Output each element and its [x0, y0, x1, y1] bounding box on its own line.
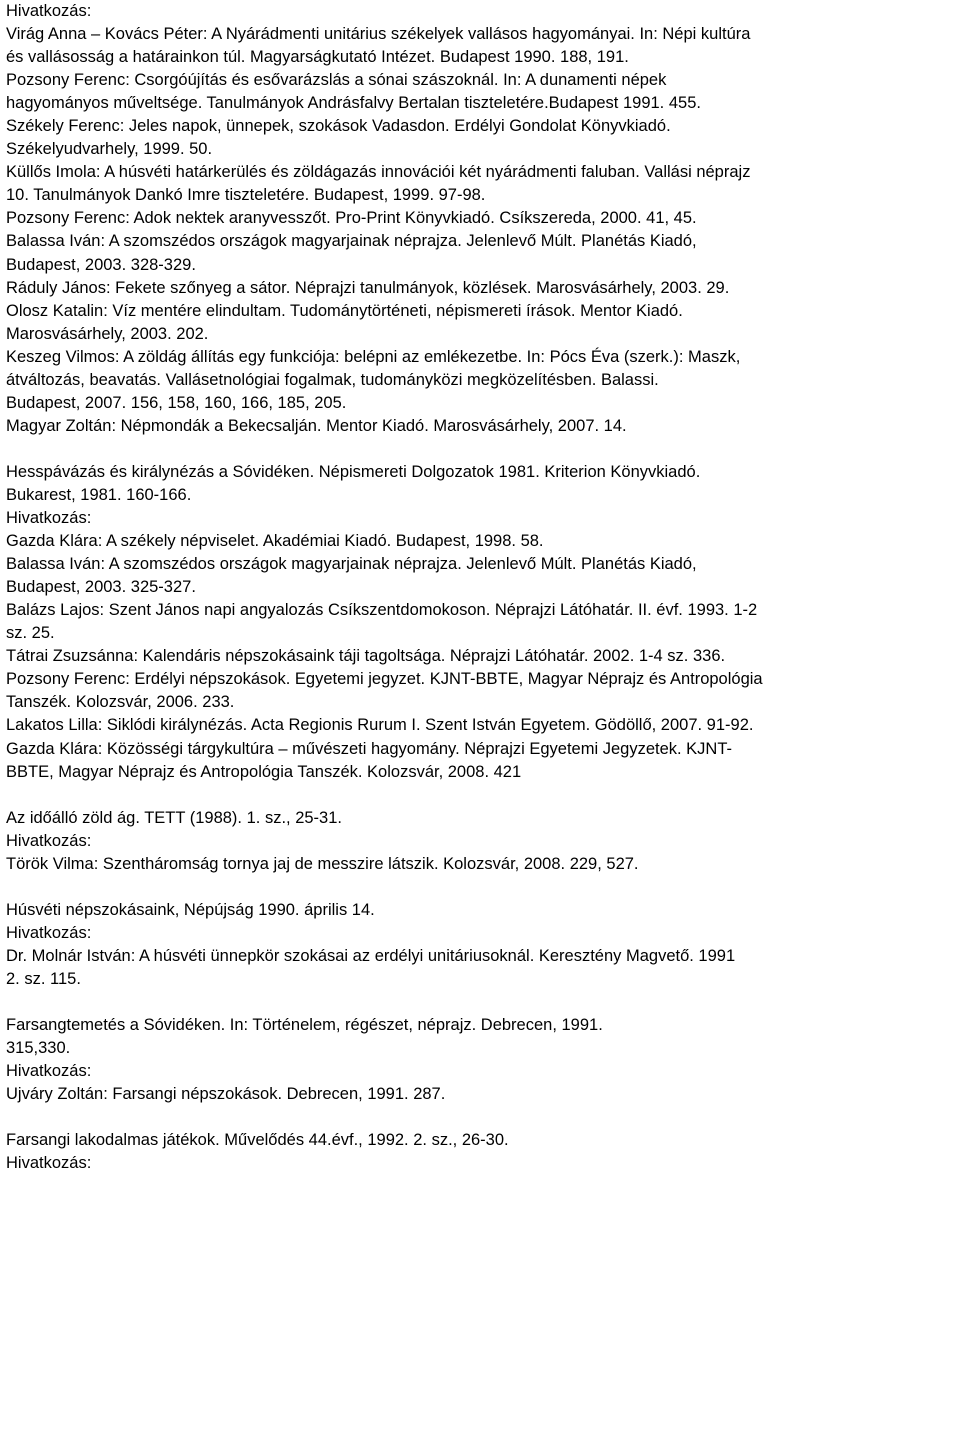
text-line: Dr. Molnár István: A húsvéti ünnepkör szokásai az erdélyi unitáriusoknál. Keresztény Magvető. 1991 [6, 946, 736, 965]
text-line: Hivatkozás: [6, 1062, 92, 1081]
text-line: Budapest, 2003. 325-327. [6, 578, 196, 597]
text-line: Pozsony Ferenc: Csorgóújítás és esővarázslás a sónai szászoknál. In: A dunamenti népek [6, 71, 667, 90]
text-line: és vallásosság a határainkon túl. Magyarságkutató Intézet. Budapest 1990. 188, 191. [6, 48, 629, 67]
text-line: Hivatkozás: [6, 1154, 92, 1173]
text-line: Ráduly János: Fekete szőnyeg a sátor. Néprajzi tanulmányok, közlések. Marosvásárhely, 2003. 29. [6, 278, 730, 297]
text-line: Budapest, 2007. 156, 158, 160, 166, 185, 205. [6, 393, 347, 412]
text-line: Keszeg Vilmos: A zöldág állítás egy funkciója: belépni az emlékezetbe. In: Pócs Éva (szerk.): Maszk, [6, 347, 741, 366]
text-line: Ujváry Zoltán: Farsangi népszokások. Debrecen, 1991. 287. [6, 1085, 446, 1104]
text-line: 315,330. [6, 1039, 71, 1058]
text-line: Az időálló zöld ág. TETT (1988). 1. sz., 25-31. [6, 808, 342, 827]
text-line: Tanszék. Kolozsvár, 2006. 233. [6, 693, 235, 712]
text-line: Hivatkozás: [6, 2, 92, 20]
text-line: BBTE, Magyar Néprajz és Antropológia Tanszék. Kolozsvár, 2008. 421 [6, 762, 522, 781]
text-line: Olosz Katalin: Víz mentére elindultam. Tudománytörténeti, népismereti írások. Mentor Kiadó. [6, 301, 683, 320]
text-line: Balázs Lajos: Szent János napi angyalozás Csíkszentdomokoson. Néprajzi Látóhatár. II. évf. 1993. 1-2 [6, 601, 758, 620]
text-line: Magyar Zoltán: Népmondák a Bekecsalján. Mentor Kiadó. Marosvásárhely, 2007. 14. [6, 416, 627, 435]
text-line: Húsvéti népszokásaink, Népújság 1990. április 14. [6, 900, 375, 919]
text-line: Hivatkozás: [6, 831, 92, 850]
text-line: Pozsony Ferenc: Erdélyi népszokások. Egyetemi jegyzet. KJNT-BBTE, Magyar Néprajz és Antropológia [6, 670, 763, 689]
text-line: átváltozás, beavatás. Vallásetnológiai fogalmak, tudományközi megközelítésben. Balassi. [6, 370, 659, 389]
text-line: Pozsony Ferenc: Adok nektek aranyvesszőt. Pro-Print Könyvkiadó. Csíkszereda, 2000. 41, 45. [6, 209, 697, 228]
paragraph-gap [6, 438, 956, 461]
text-line: Balassa Iván: A szomszédos országok magyarjainak néprajza. Jelenlevő Múlt. Planétás Kiadó, [6, 555, 697, 574]
text-line: Lakatos Lilla: Siklódi királynézás. Acta Regionis Rurum I. Szent István Egyetem. Gödöllő, 2007. 91-92. [6, 716, 754, 735]
paragraph-gap [6, 784, 956, 807]
text-line: Török Vilma: Szentháromság tornya jaj de messzire látszik. Kolozsvár, 2008. 229, 527. [6, 854, 639, 873]
text-line: Farsangtemetés a Sóvidéken. In: Történelem, régészet, néprajz. Debrecen, 1991. [6, 1016, 603, 1035]
text-line: Székely Ferenc: Jeles napok, ünnepek, szokások Vadasdon. Erdélyi Gondolat Könyvkiadó. [6, 117, 671, 136]
text-line: Tátrai Zsuzsánna: Kalendáris népszokásaink táji tagoltsága. Néprajzi Látóhatár. 2002. 1-4 sz. 336. [6, 647, 726, 666]
text-line: Küllős Imola: A húsvéti határkerülés és zöldágazás innovációi két nyárádmenti faluban. Vallási néprajz [6, 163, 751, 182]
paragraph-gap [6, 876, 956, 899]
text-line: 10. Tanulmányok Dankó Imre tiszteletére. Budapest, 1999. 97-98. [6, 186, 486, 205]
text-line: sz. 25. [6, 624, 55, 643]
text-line: Gazda Klára: A székely népviselet. Akadémiai Kiadó. Budapest, 1998. 58. [6, 532, 544, 551]
text-line: Bukarest, 1981. 160-166. [6, 485, 192, 504]
text-line: Budapest, 2003. 328-329. [6, 255, 196, 274]
text-line: Hesspávázás és királynézás a Sóvidéken. Népismereti Dolgozatok 1981. Kriterion Könyvkiadó. [6, 462, 701, 481]
text-line: Hivatkozás: [6, 923, 92, 942]
text-line: Gazda Klára: Közösségi tárgykultúra – művészeti hagyomány. Néprajzi Egyetemi Jegyzetek. KJNT- [6, 739, 733, 758]
text-line: Farsangi lakodalmas játékok. Művelődés 44.évf., 1992. 2. sz., 26-30. [6, 1131, 509, 1150]
text-line: Hivatkozás: [6, 509, 92, 528]
text-line: Marosvásárhely, 2003. 202. [6, 324, 209, 343]
paragraph-gap [6, 1106, 956, 1129]
text-line: 2. sz. 115. [6, 969, 81, 988]
text-line: Virág Anna – Kovács Péter: A Nyárádmenti unitárius székelyek vallásos hagyományai. In: Népi kultúra [6, 25, 751, 44]
document-body [6, 0, 956, 1175]
text-line: Székelyudvarhely, 1999. 50. [6, 140, 213, 159]
text-line: Balassa Iván: A szomszédos országok magyarjainak néprajza. Jelenlevő Múlt. Planétás Kiadó, [6, 232, 697, 251]
text-line: hagyományos műveltsége. Tanulmányok Andrásfalvy Bertalan tiszteletére.Budapest 1991. 455. [6, 94, 701, 113]
paragraph-gap [6, 991, 956, 1014]
